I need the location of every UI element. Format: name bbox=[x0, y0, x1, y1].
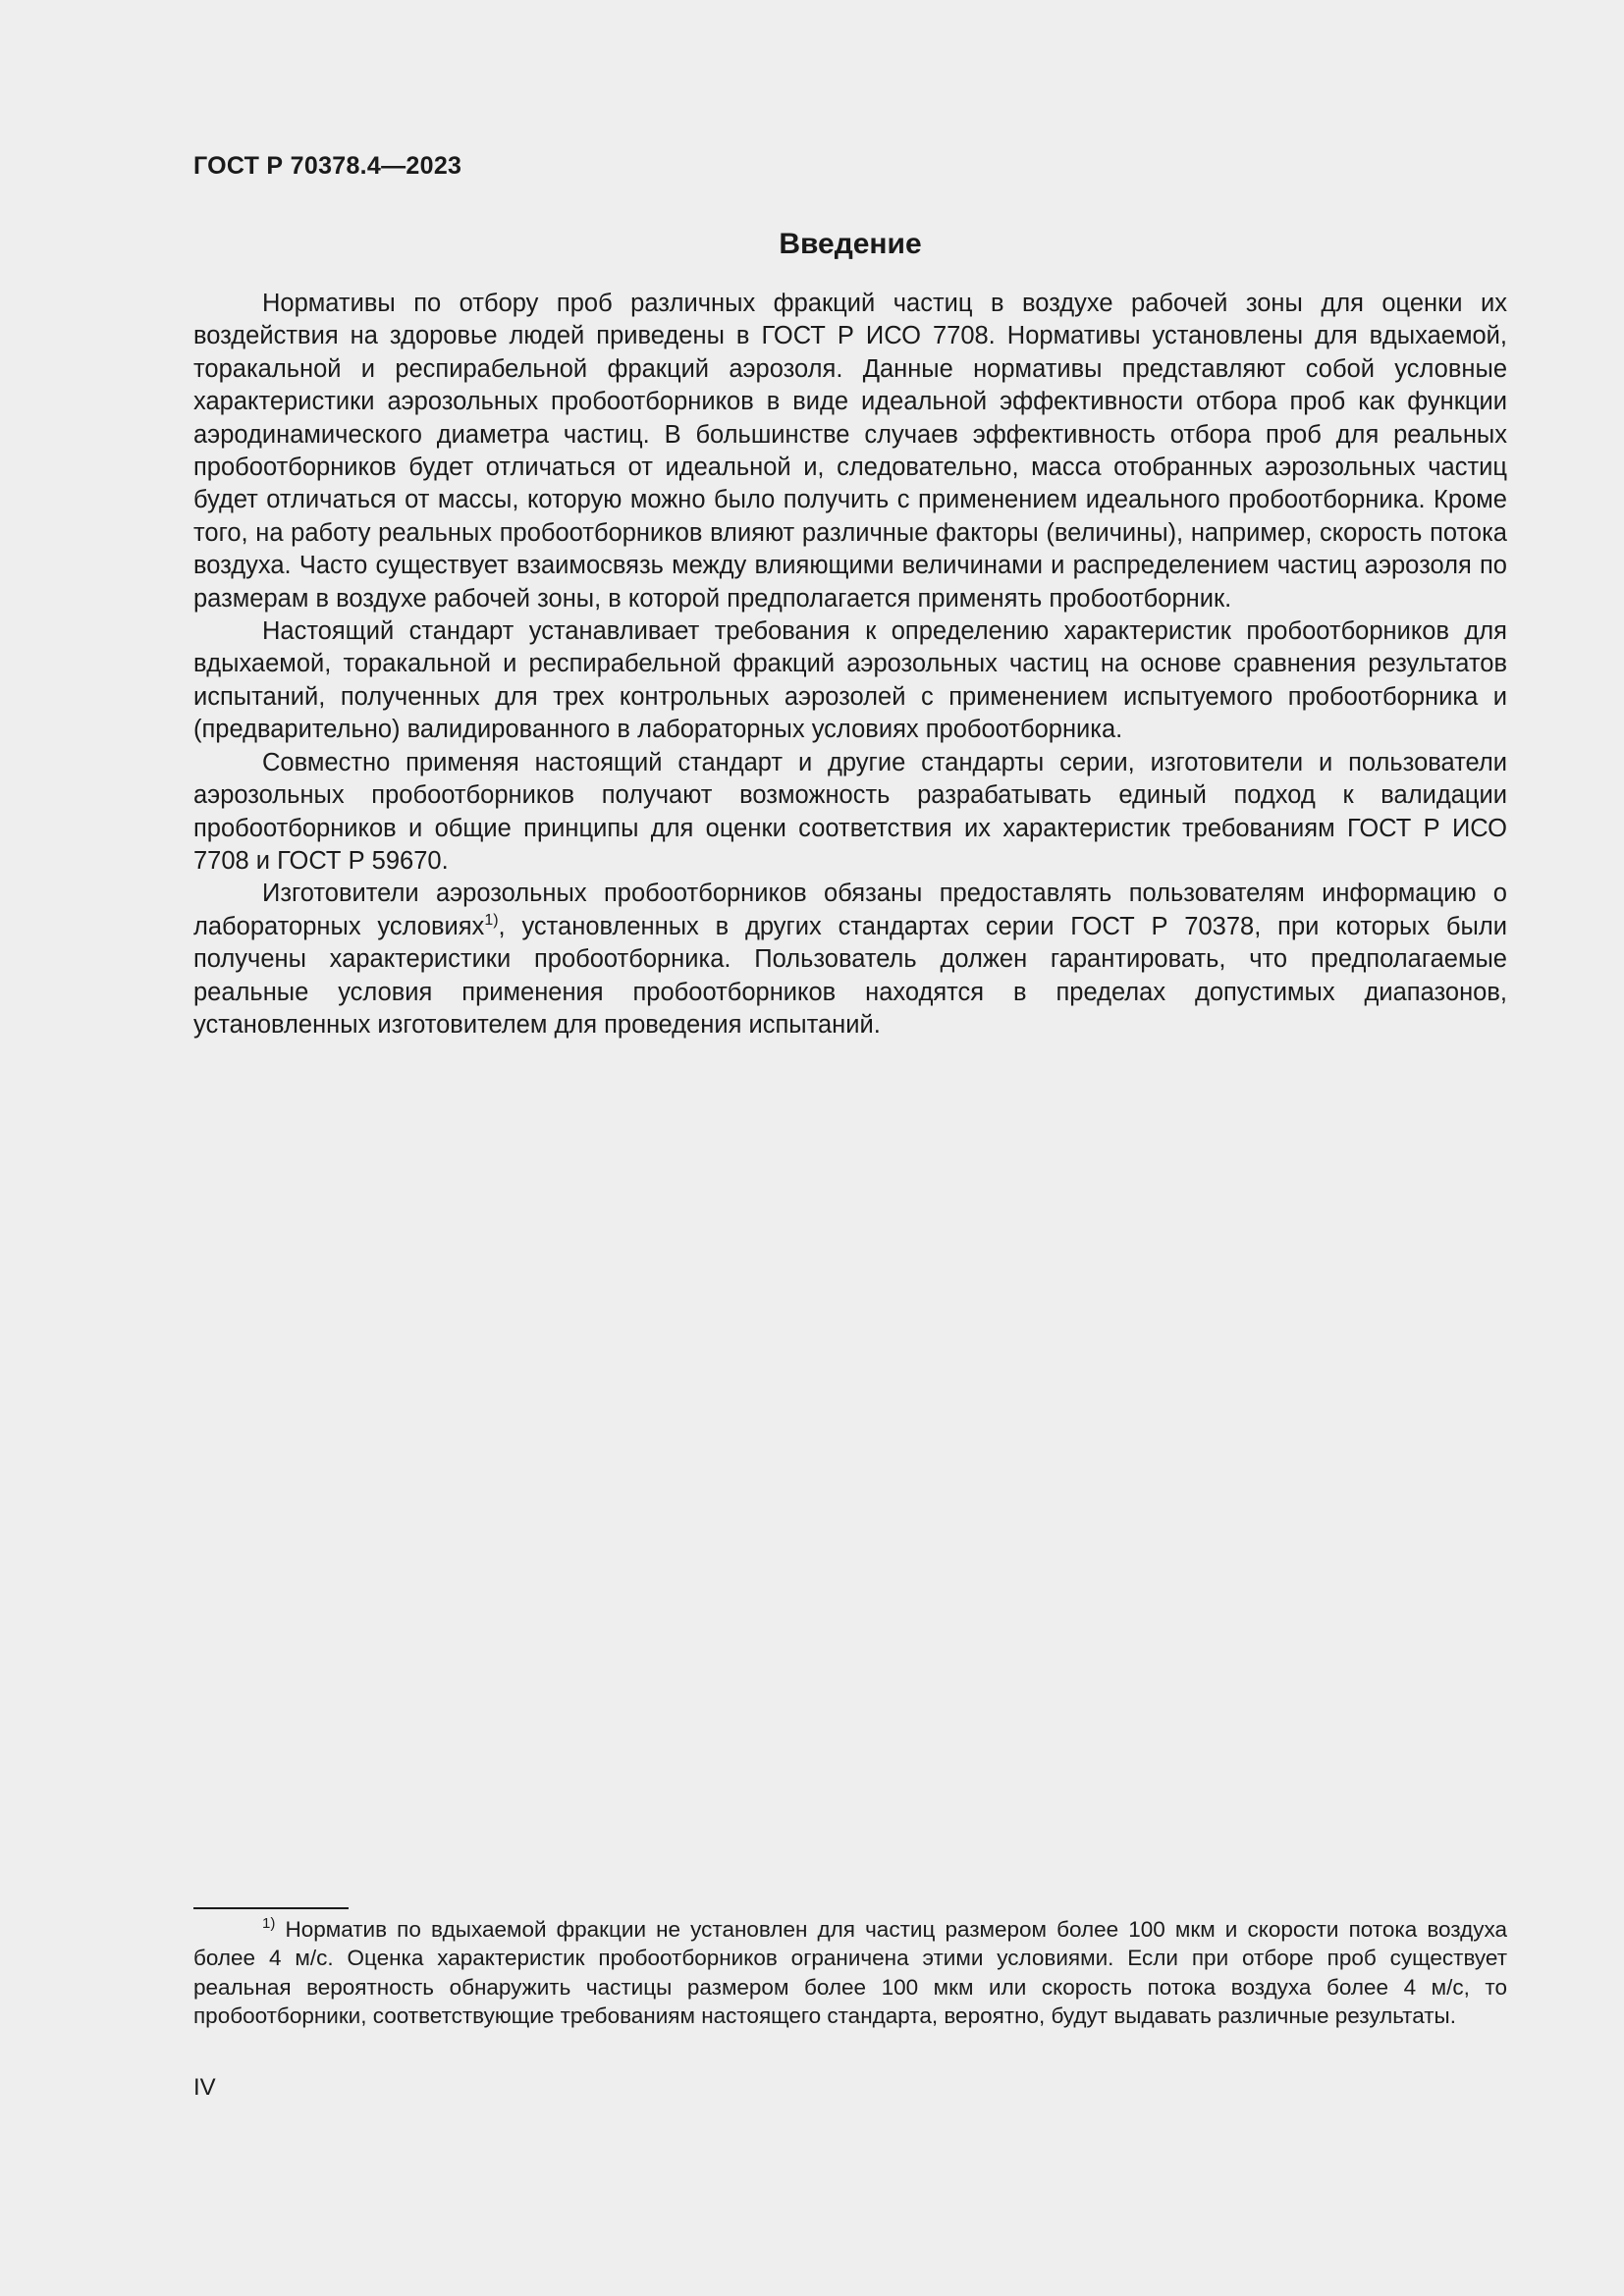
footnote-marker: 1) bbox=[262, 1915, 276, 1932]
section-title: Введение bbox=[779, 228, 922, 260]
footnote-reference: 1) bbox=[484, 911, 499, 929]
page-number: IV bbox=[193, 2074, 216, 2101]
introduction-body bbox=[193, 288, 1507, 1041]
paragraph-4-text-start: Изготовители аэрозольных пробоотборников обязаны предоставлять пользователям информацию о лабораторных условиях bbox=[193, 880, 1507, 940]
footnote bbox=[193, 1915, 1507, 2030]
footnote-text: Норматив по вдыхаемой фракции не установлен для частиц размером более 100 мкм и скорости потока воздуха более 4 м/с. Оценка характеристик пробоотборников ограничена этими условиями. Если при отборе проб существует реальная вероятность обнаружить частицы размером более 100 мкм или скорость потока воздуха более 4 м/с, то пробоотборники, соответствующие требованиям настоящего стандарта, вероятно, будут выдавать различные результаты. bbox=[193, 1917, 1507, 2028]
paragraph-2: Настоящий стандарт устанавливает требования к определению характеристик пробоотборников для вдыхаемой, торакальной и респирабельной фракций аэрозольных частиц на основе сравнения результатов испытаний, полученных для трех контрольных аэрозолей с применением испытуемого пробоотборника и (предварительно) валидированного в лабораторных условиях пробоотборника. bbox=[193, 617, 1507, 744]
paragraph-4 bbox=[193, 878, 1507, 1041]
footnote-separator bbox=[193, 1907, 349, 1909]
paragraph-4-text-end: , установленных в других стандартах серии ГОСТ Р 70378, при которых были получены характеристики пробоотборника. Пользователь должен гарантировать, что предполагаемые реальные условия применения пробоотборников находятся в пределах допустимых диапазонов, установленных изготовителем для проведения испытаний. bbox=[193, 912, 1507, 1039]
paragraph-1: Нормативы по отбору проб различных фракций частиц в воздухе рабочей зоны для оценки их воздействия на здоровье людей приведены в ГОСТ Р ИСО 7708. Нормативы установлены для вдыхаемой, торакальной и респирабельной фракций аэрозоля. Данные нормативы представляют собой условные характеристики аэрозольных пробоотборников в виде идеальной эффективности отбора проб как функции аэродинамического диаметра частиц. В большинстве случаев эффективность отбора проб для реальных пробоотборников будет отличаться от идеальной и, следовательно, масса отобранных аэрозольных частиц будет отличаться от массы, которую можно было получить с применением идеального пробоотборника. Кроме того, на работу реальных пробоотборников влияют различные факторы (величины), например, скорость потока воздуха. Часто существует взаимосвязь между влияющими величинами и распределением частиц аэрозоля по размерам в воздухе рабочей зоны, в которой предполагается применять пробоотборник. bbox=[193, 290, 1507, 613]
paragraph-3: Совместно применяя настоящий стандарт и другие стандарты серии, изготовители и пользователи аэрозольных пробоотборников получают возможность разрабатывать единый подход к валидации пробоотборников и общие принципы для оценки соответствия их характеристик требованиям ГОСТ Р ИСО 7708 и ГОСТ Р 59670. bbox=[193, 748, 1507, 875]
document-code: ГОСТ Р 70378.4—2023 bbox=[193, 152, 462, 180]
